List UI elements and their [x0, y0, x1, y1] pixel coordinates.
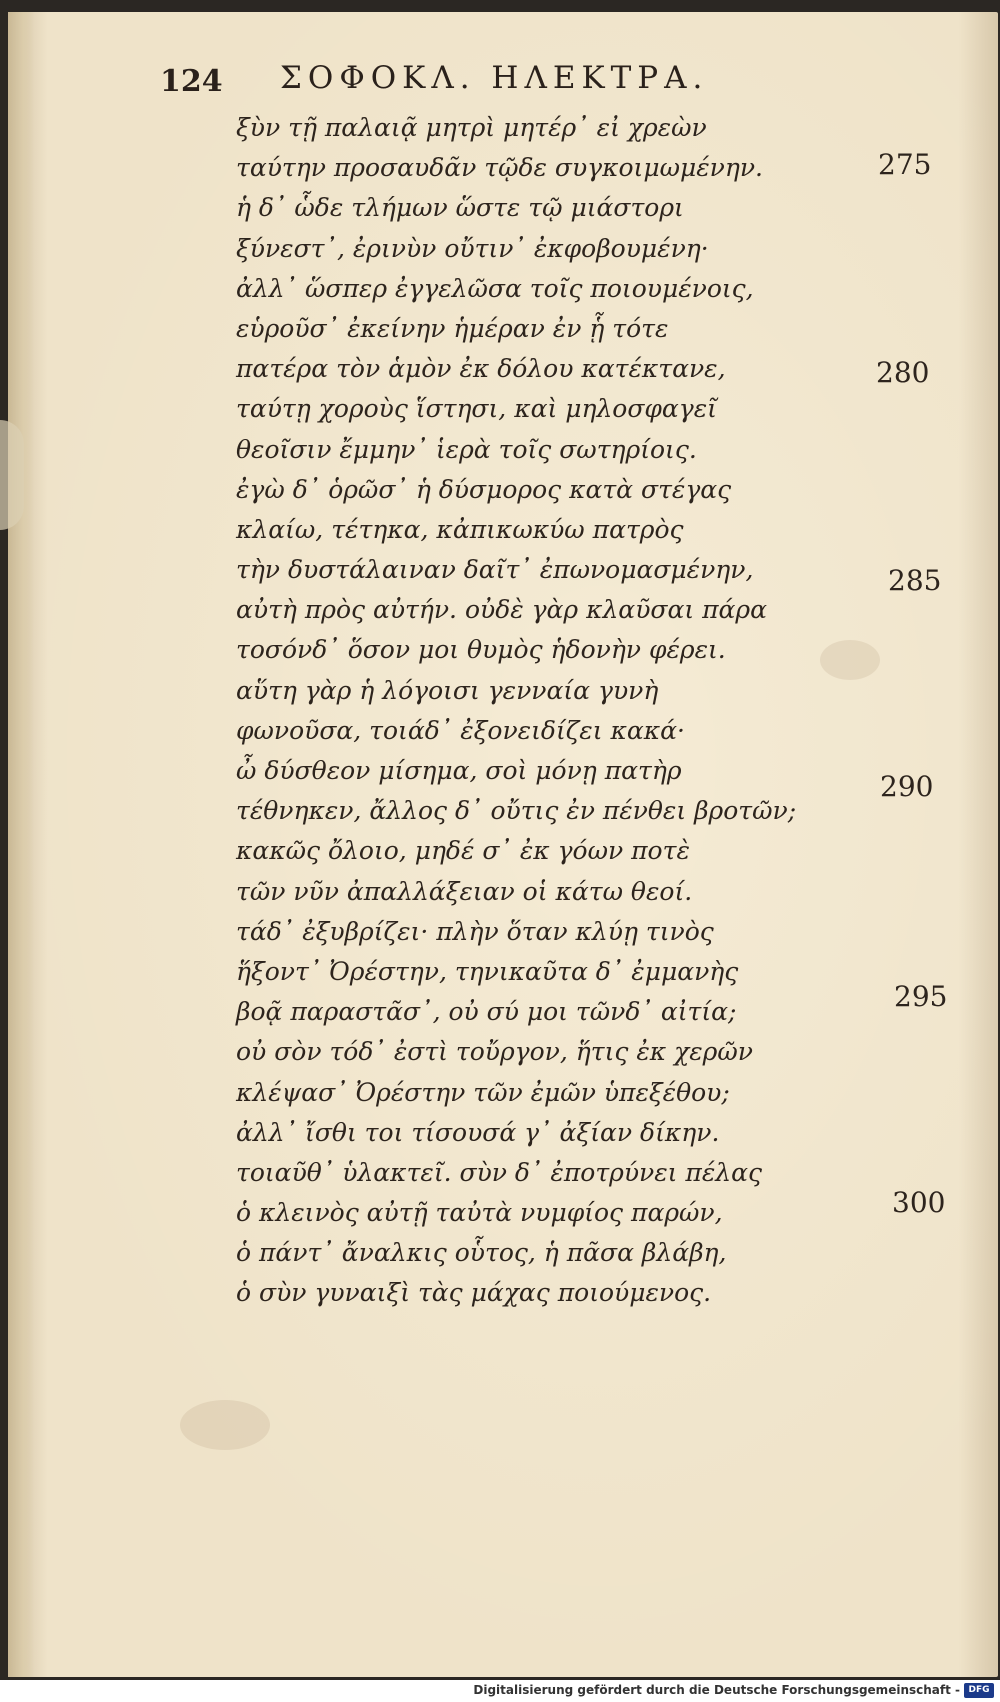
funding-credit: Digitalisierung gefördert durch die Deutsche Forschungsgemeinschaft - [473, 1683, 960, 1697]
digitization-footer [0, 1680, 1000, 1702]
verse-line: τοσόνδ᾽ ὅσον μοι θυμὸς ἡδονὴν φέρει. [236, 635, 726, 665]
page-gutter-shadow [8, 12, 34, 1677]
verse-line: φωνοῦσα, τοιάδ᾽ ἐξονειδίζει κακά· [236, 715, 685, 745]
dfg-logo-icon [964, 1683, 994, 1698]
verse-line: ὦ δύσθεον μίσημα, σοὶ μόνῃ πατὴρ [236, 756, 682, 785]
verse-line: ὁ κλεινὸς αὐτῇ ταὐτὰ νυμφίος παρών, [236, 1198, 723, 1228]
line-number-295: 295 [894, 980, 948, 1013]
verse-line: τῶν νῦν ἀπαλλάξειαν οἱ κάτω θεοί. [236, 876, 693, 906]
verse-line: κακῶς ὄλοιο, μηδέ σ᾽ ἐκ γόων ποτὲ [236, 836, 690, 866]
line-number-275: 275 [878, 148, 932, 181]
verse-line: ξὺν τῇ παλαιᾷ μητρὶ μητέρ᾽ εἰ χρεὼν [236, 113, 707, 142]
line-number-280: 280 [876, 356, 930, 389]
verse-line: ὁ σὺν γυναιξὶ τὰς μάχας ποιούμενος. [236, 1278, 712, 1308]
verse-line: τοιαῦθ᾽ ὑλακτεῖ. σὺν δ᾽ ἐποτρύνει πέλας [236, 1157, 762, 1187]
running-head: ΣΟΦΟΚΛ. ΗΛΕΚΤΡΑ. [280, 60, 709, 96]
verse-line: αὐτὴ πρὸς αὐτήν. οὐδὲ γὰρ κλαῦσαι πάρα [236, 595, 767, 625]
verse-line: βοᾷ παραστᾶσ᾽, οὐ σύ μοι τῶνδ᾽ αἰτία; [236, 997, 737, 1027]
verse-line: ταύτην προσαυδᾶν τῷδε συγκοιμωμένην. [236, 153, 763, 183]
page-header [160, 60, 800, 106]
verse-line: ἀλλ᾽ ὥσπερ ἐγγελῶσα τοῖς ποιουμένοις, [236, 273, 754, 303]
verse-line: ἀλλ᾽ ἴσθι τοι τίσουσά γ᾽ ἀξίαν δίκην. [236, 1117, 720, 1147]
line-number-300: 300 [892, 1186, 946, 1219]
verse-line: κλαίω, τέτηκα, κἀπικωκύω πατρὸς [236, 514, 684, 544]
verse-line: αὕτη γὰρ ἡ λόγοισι γενναία γυνὴ [236, 675, 659, 705]
verse-line: οὐ σὸν τόδ᾽ ἐστὶ τοὔργον, ἥτις ἐκ χερῶν [236, 1037, 753, 1067]
verse-line: ξύνεστ᾽, ἐρινὺν οὔτιν᾽ ἐκφοβουμένη· [236, 233, 709, 263]
line-number-290: 290 [880, 770, 934, 803]
page-number: 124 [160, 64, 223, 99]
paper-stain [180, 1400, 270, 1450]
verse-line: ἡ δ᾽ ὧδε τλήμων ὥστε τῷ μιάστορι [236, 193, 684, 223]
paper-stain [820, 640, 880, 680]
verse-line: κλέψασ᾽ Ὀρέστην τῶν ἐμῶν ὑπεξέθου; [236, 1077, 730, 1107]
verse-line: τὴν δυστάλαιναν δαῖτ᾽ ἐπωνομασμένην, [236, 555, 754, 585]
verse-line: ὁ πάντ᾽ ἄναλκις οὗτος, ἡ πᾶσα βλάβη, [236, 1238, 727, 1268]
verse-line: ἥξοντ᾽ Ὀρέστην, τηνικαῦτα δ᾽ ἐμμανὴς [236, 956, 739, 986]
verse-line: εὑροῦσ᾽ ἐκείνην ἡμέραν ἐν ᾗ τότε [236, 313, 669, 343]
verse-text-block [236, 108, 797, 1314]
dfg-logo-text: DFG [968, 1685, 990, 1695]
verse-line: θεοῖσιν ἔμμην᾽ ἱερὰ τοῖς σωτηρίοις. [236, 434, 697, 464]
verse-line: τάδ᾽ ἐξυβρίζει· πλὴν ὅταν κλύῃ τινὸς [236, 916, 714, 946]
verse-line: πατέρα τὸν ἁμὸν ἐκ δόλου κατέκτανε, [236, 354, 726, 384]
line-number-285: 285 [888, 564, 942, 597]
verse-line: ἐγὼ δ᾽ ὁρῶσ᾽ ἡ δύσμορος κατὰ στέγας [236, 474, 732, 504]
page-edge-tab [0, 420, 24, 530]
verse-line: τέθνηκεν, ἄλλος δ᾽ οὔτις ἐν πένθει βροτῶν; [236, 796, 797, 826]
verse-line: ταύτῃ χοροὺς ἵστησι, καὶ μηλοσφαγεῖ [236, 394, 717, 424]
